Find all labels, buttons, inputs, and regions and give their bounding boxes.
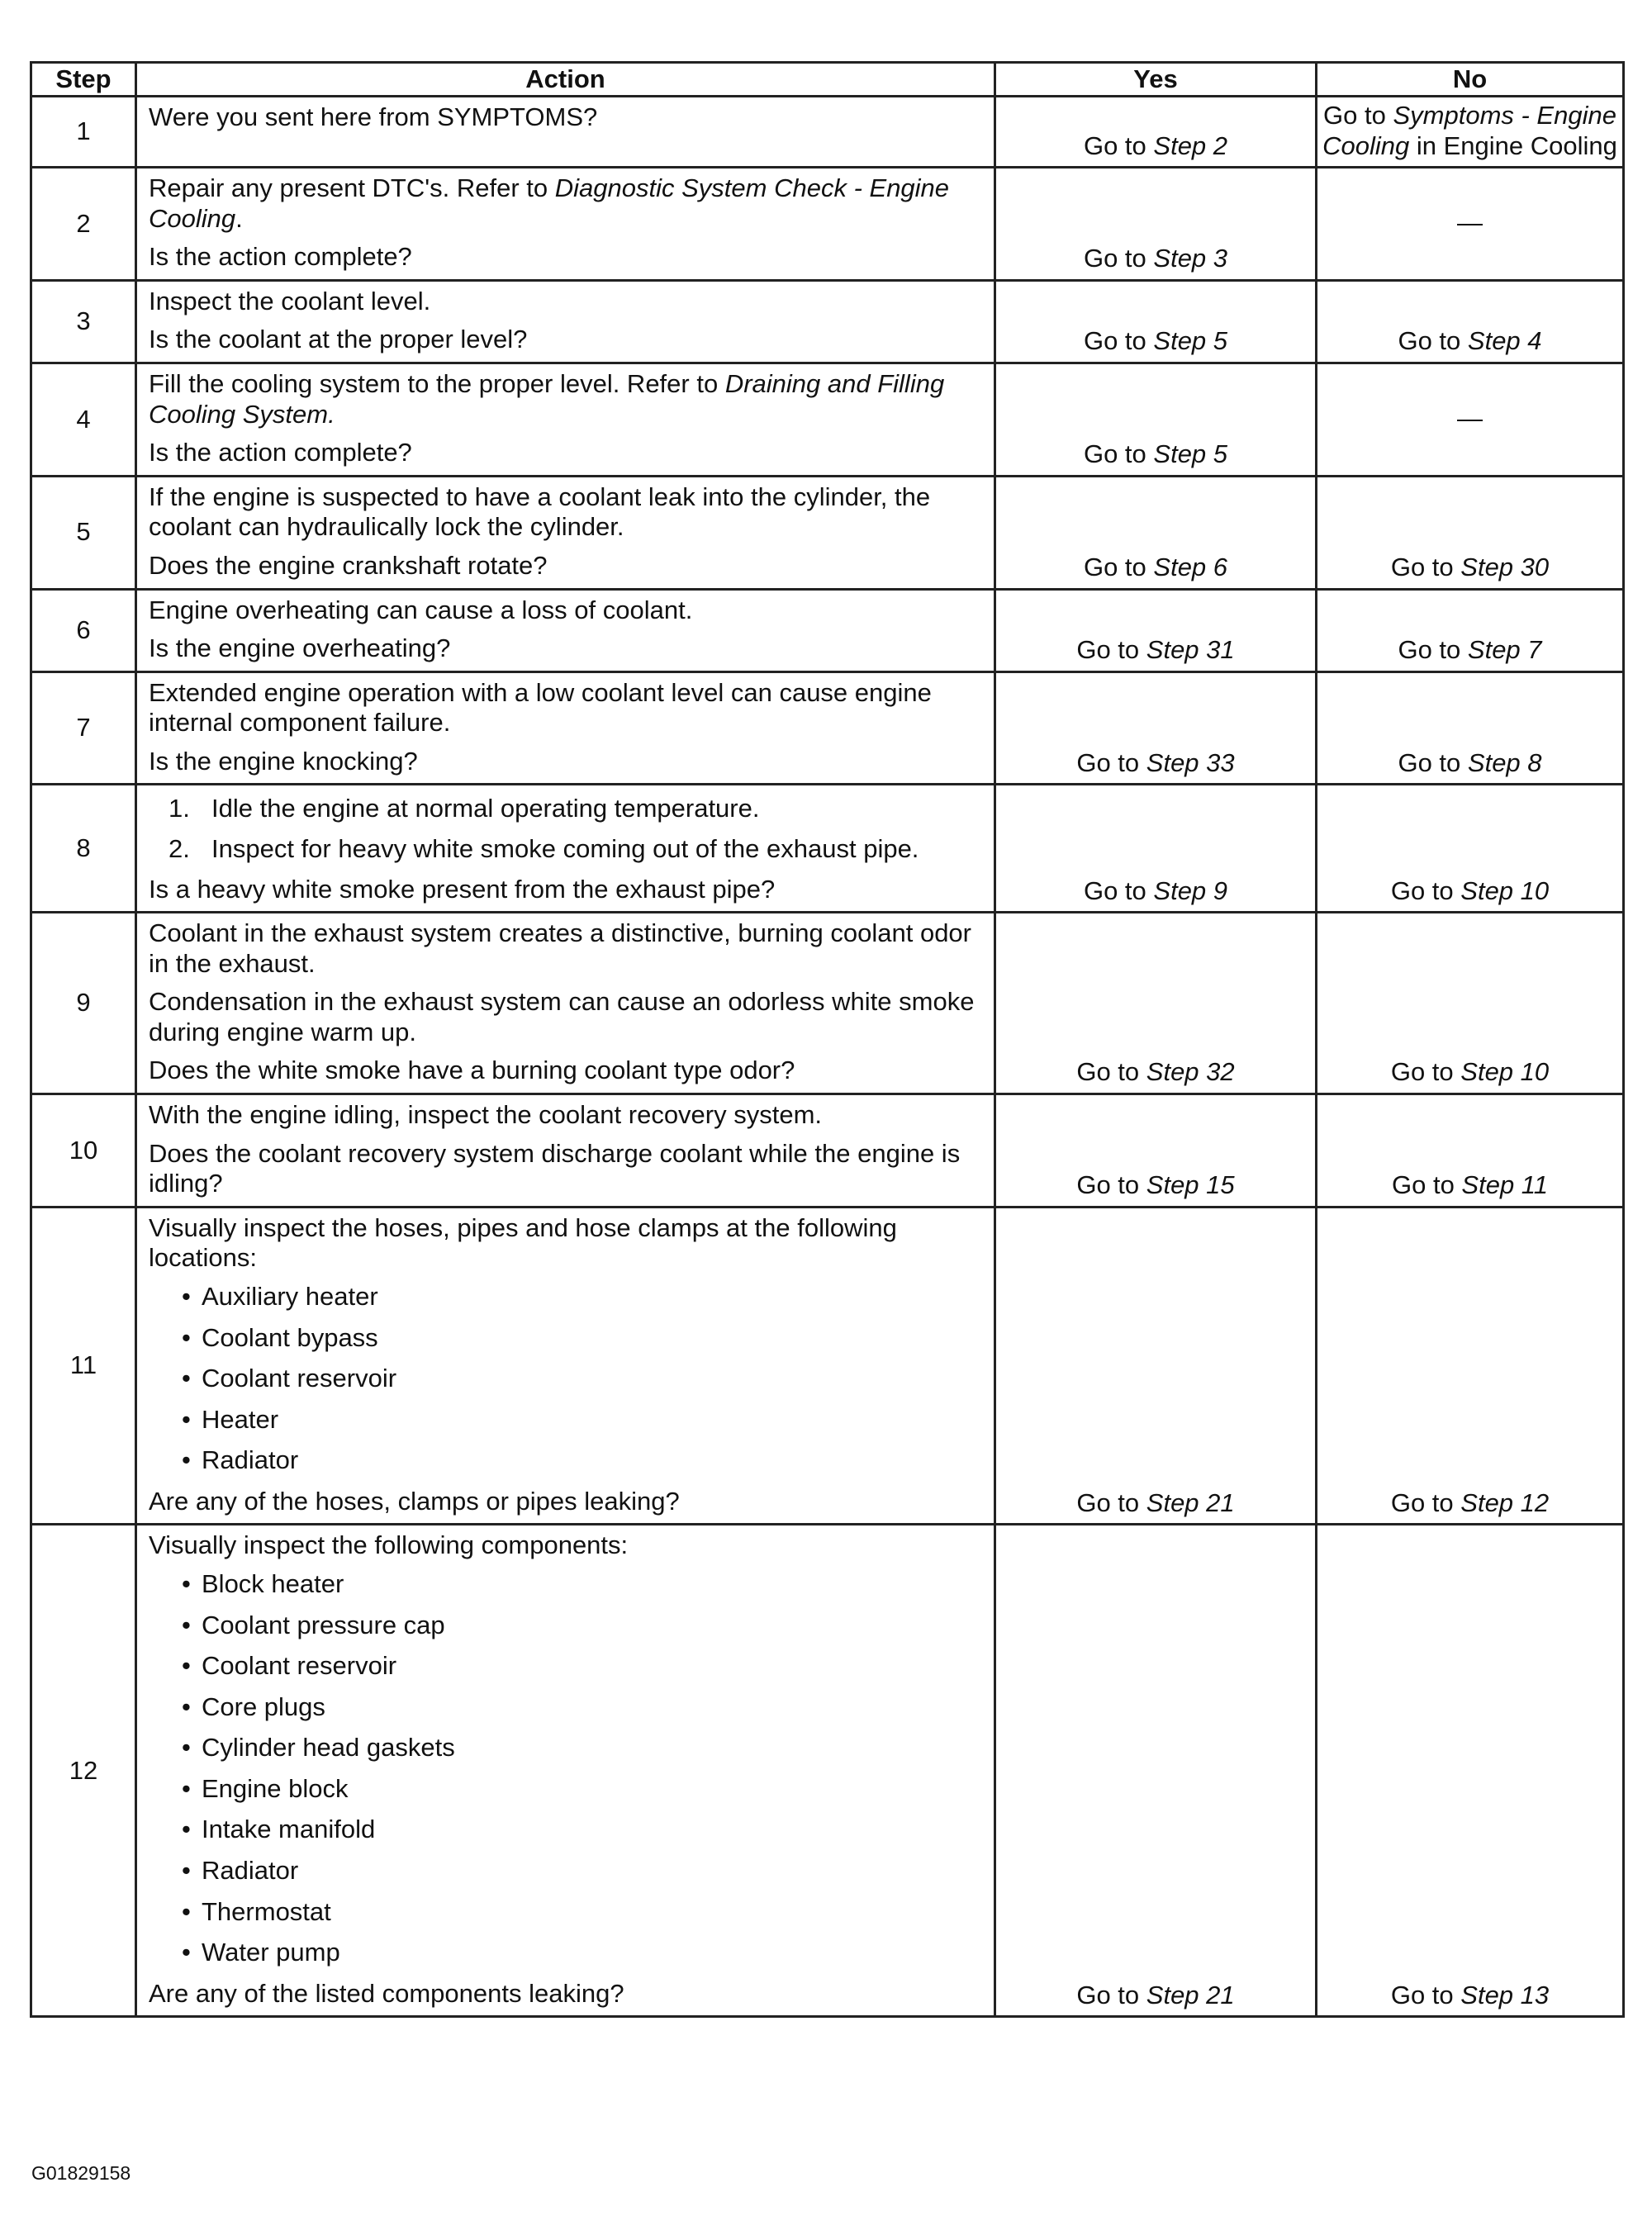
text-segment: Go to (1076, 1057, 1146, 1087)
action-paragraph (149, 747, 982, 777)
reference-text: Step 30 (1460, 552, 1550, 581)
action-cell (136, 1207, 995, 1525)
text-segment: With the engine idling, inspect the coolant recovery system. (149, 1100, 823, 1130)
action-paragraph (149, 1979, 982, 2009)
text-segment: Is the engine overheating? (149, 633, 451, 663)
reference-text: Step 13 (1460, 1980, 1550, 2009)
yes-result (995, 913, 1317, 1094)
text-segment: If the engine is suspected to have a coolant leak into the cylinder, the coolant can hydraulically lock the cylinder. (149, 482, 931, 542)
no-result (1317, 476, 1624, 589)
table-row (31, 168, 1624, 281)
table-row (31, 1525, 1624, 2017)
action-paragraph (149, 633, 982, 664)
text-segment: Go to (1390, 1487, 1461, 1517)
action-cell (136, 785, 995, 913)
step-number: 7 (31, 671, 136, 785)
action-paragraph (149, 482, 982, 543)
reference-text: Step 11 (1461, 1170, 1548, 1200)
action-paragraph (149, 551, 982, 581)
text-segment: Is the action complete? (149, 438, 412, 467)
text-segment: Is a heavy white smoke present from the exhaust pipe? (149, 874, 776, 904)
text-segment: Is the engine knocking? (149, 746, 418, 776)
bullet-list (149, 1282, 982, 1476)
action-paragraph (149, 1139, 982, 1199)
action-cell (136, 671, 995, 785)
step-number: 1 (31, 97, 136, 168)
table-header-row (31, 63, 1624, 97)
no-result (1317, 363, 1624, 477)
list-number: 2. (169, 833, 190, 863)
text-segment: Go to (1398, 747, 1468, 777)
text-segment: Go to (1083, 244, 1154, 273)
text-segment: Were you sent here from SYMPTOMS? (149, 102, 598, 131)
list-item: • Heater (149, 1405, 982, 1435)
no-result (1317, 785, 1624, 913)
no-result (1317, 168, 1624, 281)
text-segment: Go to (1083, 552, 1154, 581)
action-paragraph (149, 102, 982, 133)
text-segment: Coolant in the exhaust system creates a distinctive, burning coolant odor in the exhaust. (149, 918, 971, 978)
table-row (31, 97, 1624, 168)
action-paragraph (149, 325, 982, 355)
reference-text: Step 33 (1146, 747, 1235, 777)
action-cell (136, 913, 995, 1094)
action-cell (136, 476, 995, 589)
text-segment: Go to (1390, 1057, 1461, 1087)
list-item-text: Inspect for heavy white smoke coming out of the exhaust pipe. (211, 833, 919, 863)
text-segment: Visually inspect the hoses, pipes and hose clamps at the following locations: (149, 1212, 897, 1273)
reference-text: Step 15 (1146, 1170, 1235, 1200)
action-cell (136, 280, 995, 363)
table-row (31, 1207, 1624, 1525)
yes-result (995, 363, 1317, 477)
reference-text: Step 4 (1467, 326, 1542, 356)
text-segment: Visually inspect the following components: (149, 1530, 629, 1560)
yes-result (995, 168, 1317, 281)
header-action: Action (136, 63, 995, 97)
reference-text: Step 9 (1153, 875, 1228, 905)
text-segment: Go to (1076, 747, 1146, 777)
action-paragraph (149, 1213, 982, 1274)
no-result (1317, 97, 1624, 168)
yes-result (995, 671, 1317, 785)
reference-text: Step 5 (1153, 326, 1228, 356)
action-cell (136, 1525, 995, 2017)
list-item: • Core plugs (149, 1692, 982, 1723)
yes-result (995, 97, 1317, 168)
action-paragraph (149, 595, 982, 626)
text-segment: Does the white smoke have a burning coolant type odor? (149, 1056, 795, 1085)
action-cell (136, 589, 995, 671)
table-row (31, 476, 1624, 589)
text-segment: Go to (1390, 552, 1461, 581)
action-paragraph (149, 438, 982, 468)
yes-result (995, 1094, 1317, 1208)
reference-text: Step 6 (1153, 552, 1228, 581)
text-segment: Is the action complete? (149, 242, 412, 272)
table-row (31, 785, 1624, 913)
list-item-text: Idle the engine at normal operating temperature. (211, 794, 760, 823)
text-segment: Engine overheating can cause a loss of coolant. (149, 595, 693, 624)
action-paragraph (149, 987, 982, 1047)
list-item: • Radiator (149, 1856, 982, 1886)
diagnostic-table (30, 61, 1625, 2018)
step-number: 5 (31, 476, 136, 589)
no-result (1317, 280, 1624, 363)
step-number: 3 (31, 280, 136, 363)
list-item (149, 794, 982, 824)
yes-result (995, 476, 1317, 589)
list-item: • Thermostat (149, 1897, 982, 1928)
list-item: • Coolant pressure cap (149, 1611, 982, 1641)
text-segment: Go to (1083, 439, 1154, 469)
table-body (31, 97, 1624, 2017)
text-segment: Is the coolant at the proper level? (149, 325, 528, 354)
list-item: • Cylinder head gaskets (149, 1733, 982, 1763)
step-number: 9 (31, 913, 136, 1094)
text-segment: — (1457, 207, 1483, 237)
step-number: 4 (31, 363, 136, 477)
reference-text: Step 2 (1153, 130, 1228, 160)
text-segment: — (1457, 403, 1483, 433)
reference-text: Step 31 (1146, 635, 1235, 665)
table-row (31, 363, 1624, 477)
list-item (149, 834, 982, 865)
reference-text: Symptoms - Engine Cooling (1322, 101, 1616, 160)
text-segment: Inspect the coolant level. (149, 286, 431, 316)
table-row (31, 671, 1624, 785)
no-result (1317, 913, 1624, 1094)
table-row (31, 280, 1624, 363)
no-result (1317, 1525, 1624, 2017)
list-item: • Coolant bypass (149, 1323, 982, 1354)
action-paragraph (149, 173, 982, 234)
table-row (31, 589, 1624, 671)
table-row (31, 1094, 1624, 1208)
action-paragraph (149, 242, 982, 273)
action-paragraph (149, 1530, 982, 1561)
action-cell (136, 168, 995, 281)
text-segment: in Engine Cooling (1409, 130, 1617, 160)
reference-text: Draining and Filling Cooling System. (149, 369, 945, 429)
action-paragraph (149, 918, 982, 979)
list-item: • Radiator (149, 1445, 982, 1476)
text-segment: Go to (1083, 326, 1154, 356)
list-number: 1. (169, 794, 190, 823)
list-item: • Engine block (149, 1774, 982, 1805)
step-number: 10 (31, 1094, 136, 1208)
step-number: 11 (31, 1207, 136, 1525)
text-segment: Go to (1390, 875, 1461, 905)
text-segment: Are any of the hoses, clamps or pipes leaking? (149, 1486, 680, 1516)
text-segment: Go to (1076, 1487, 1146, 1517)
header-yes: Yes (995, 63, 1317, 97)
reference-text: Step 8 (1467, 747, 1542, 777)
text-segment: Condensation in the exhaust system can cause an odorless white smoke during engine warm up. (149, 987, 975, 1046)
reference-text: Diagnostic System Check - Engine Cooling (149, 173, 950, 233)
figure-id: G01829158 (31, 2162, 131, 2184)
reference-text: Step 12 (1460, 1487, 1550, 1517)
reference-text: Step 10 (1460, 875, 1550, 905)
step-number: 12 (31, 1525, 136, 2017)
step-number: 6 (31, 589, 136, 671)
action-paragraph (149, 1100, 982, 1131)
reference-text: Step 7 (1467, 635, 1542, 665)
action-paragraph (149, 678, 982, 738)
text-segment: Go to (1076, 635, 1146, 665)
text-segment: Go to (1390, 1980, 1461, 2009)
action-paragraph (149, 287, 982, 317)
text-segment: Does the coolant recovery system discharge coolant while the engine is idling? (149, 1138, 961, 1198)
yes-result (995, 280, 1317, 363)
action-paragraph (149, 1487, 982, 1517)
bullet-list (149, 1569, 982, 1968)
text-segment: Extended engine operation with a low coolant level can cause engine internal component failure. (149, 677, 932, 738)
step-number: 8 (31, 785, 136, 913)
no-result (1317, 671, 1624, 785)
text-segment: Repair any present DTC's. Refer to (149, 173, 555, 203)
reference-text: Step 5 (1153, 439, 1228, 469)
yes-result (995, 1207, 1317, 1525)
text-segment: Does the engine crankshaft rotate? (149, 550, 548, 580)
action-cell (136, 1094, 995, 1208)
table-row (31, 913, 1624, 1094)
text-segment: Go to (1083, 130, 1154, 160)
text-segment: Go to (1083, 875, 1154, 905)
action-cell (136, 97, 995, 168)
numbered-list (149, 794, 982, 864)
text-segment: Fill the cooling system to the proper level. Refer to (149, 369, 725, 399)
action-paragraph (149, 1056, 982, 1086)
reference-text: Step 21 (1146, 1487, 1235, 1517)
header-step: Step (31, 63, 136, 97)
text-segment: Go to (1323, 101, 1393, 130)
list-item: • Coolant reservoir (149, 1651, 982, 1682)
yes-result (995, 785, 1317, 913)
step-number: 2 (31, 168, 136, 281)
action-cell (136, 363, 995, 477)
list-item: • Block heater (149, 1569, 982, 1600)
yes-result (995, 1525, 1317, 2017)
text-segment: . (235, 203, 243, 233)
no-result (1317, 1207, 1624, 1525)
list-item: • Coolant reservoir (149, 1364, 982, 1394)
yes-result (995, 589, 1317, 671)
list-item: • Intake manifold (149, 1815, 982, 1845)
reference-text: Step 3 (1153, 244, 1228, 273)
text-segment: Go to (1398, 326, 1468, 356)
text-segment: Go to (1076, 1170, 1146, 1200)
reference-text: Step 21 (1146, 1980, 1235, 2009)
list-item: • Auxiliary heater (149, 1282, 982, 1312)
reference-text: Step 10 (1460, 1057, 1550, 1087)
text-segment: Go to (1398, 635, 1468, 665)
list-item: • Water pump (149, 1938, 982, 1968)
text-segment: Go to (1391, 1170, 1462, 1200)
text-segment: Are any of the listed components leaking? (149, 1978, 624, 2008)
reference-text: Step 32 (1146, 1057, 1235, 1087)
header-no: No (1317, 63, 1624, 97)
action-paragraph (149, 875, 982, 905)
action-paragraph (149, 369, 982, 429)
text-segment: Go to (1076, 1980, 1146, 2009)
no-result (1317, 1094, 1624, 1208)
no-result (1317, 589, 1624, 671)
